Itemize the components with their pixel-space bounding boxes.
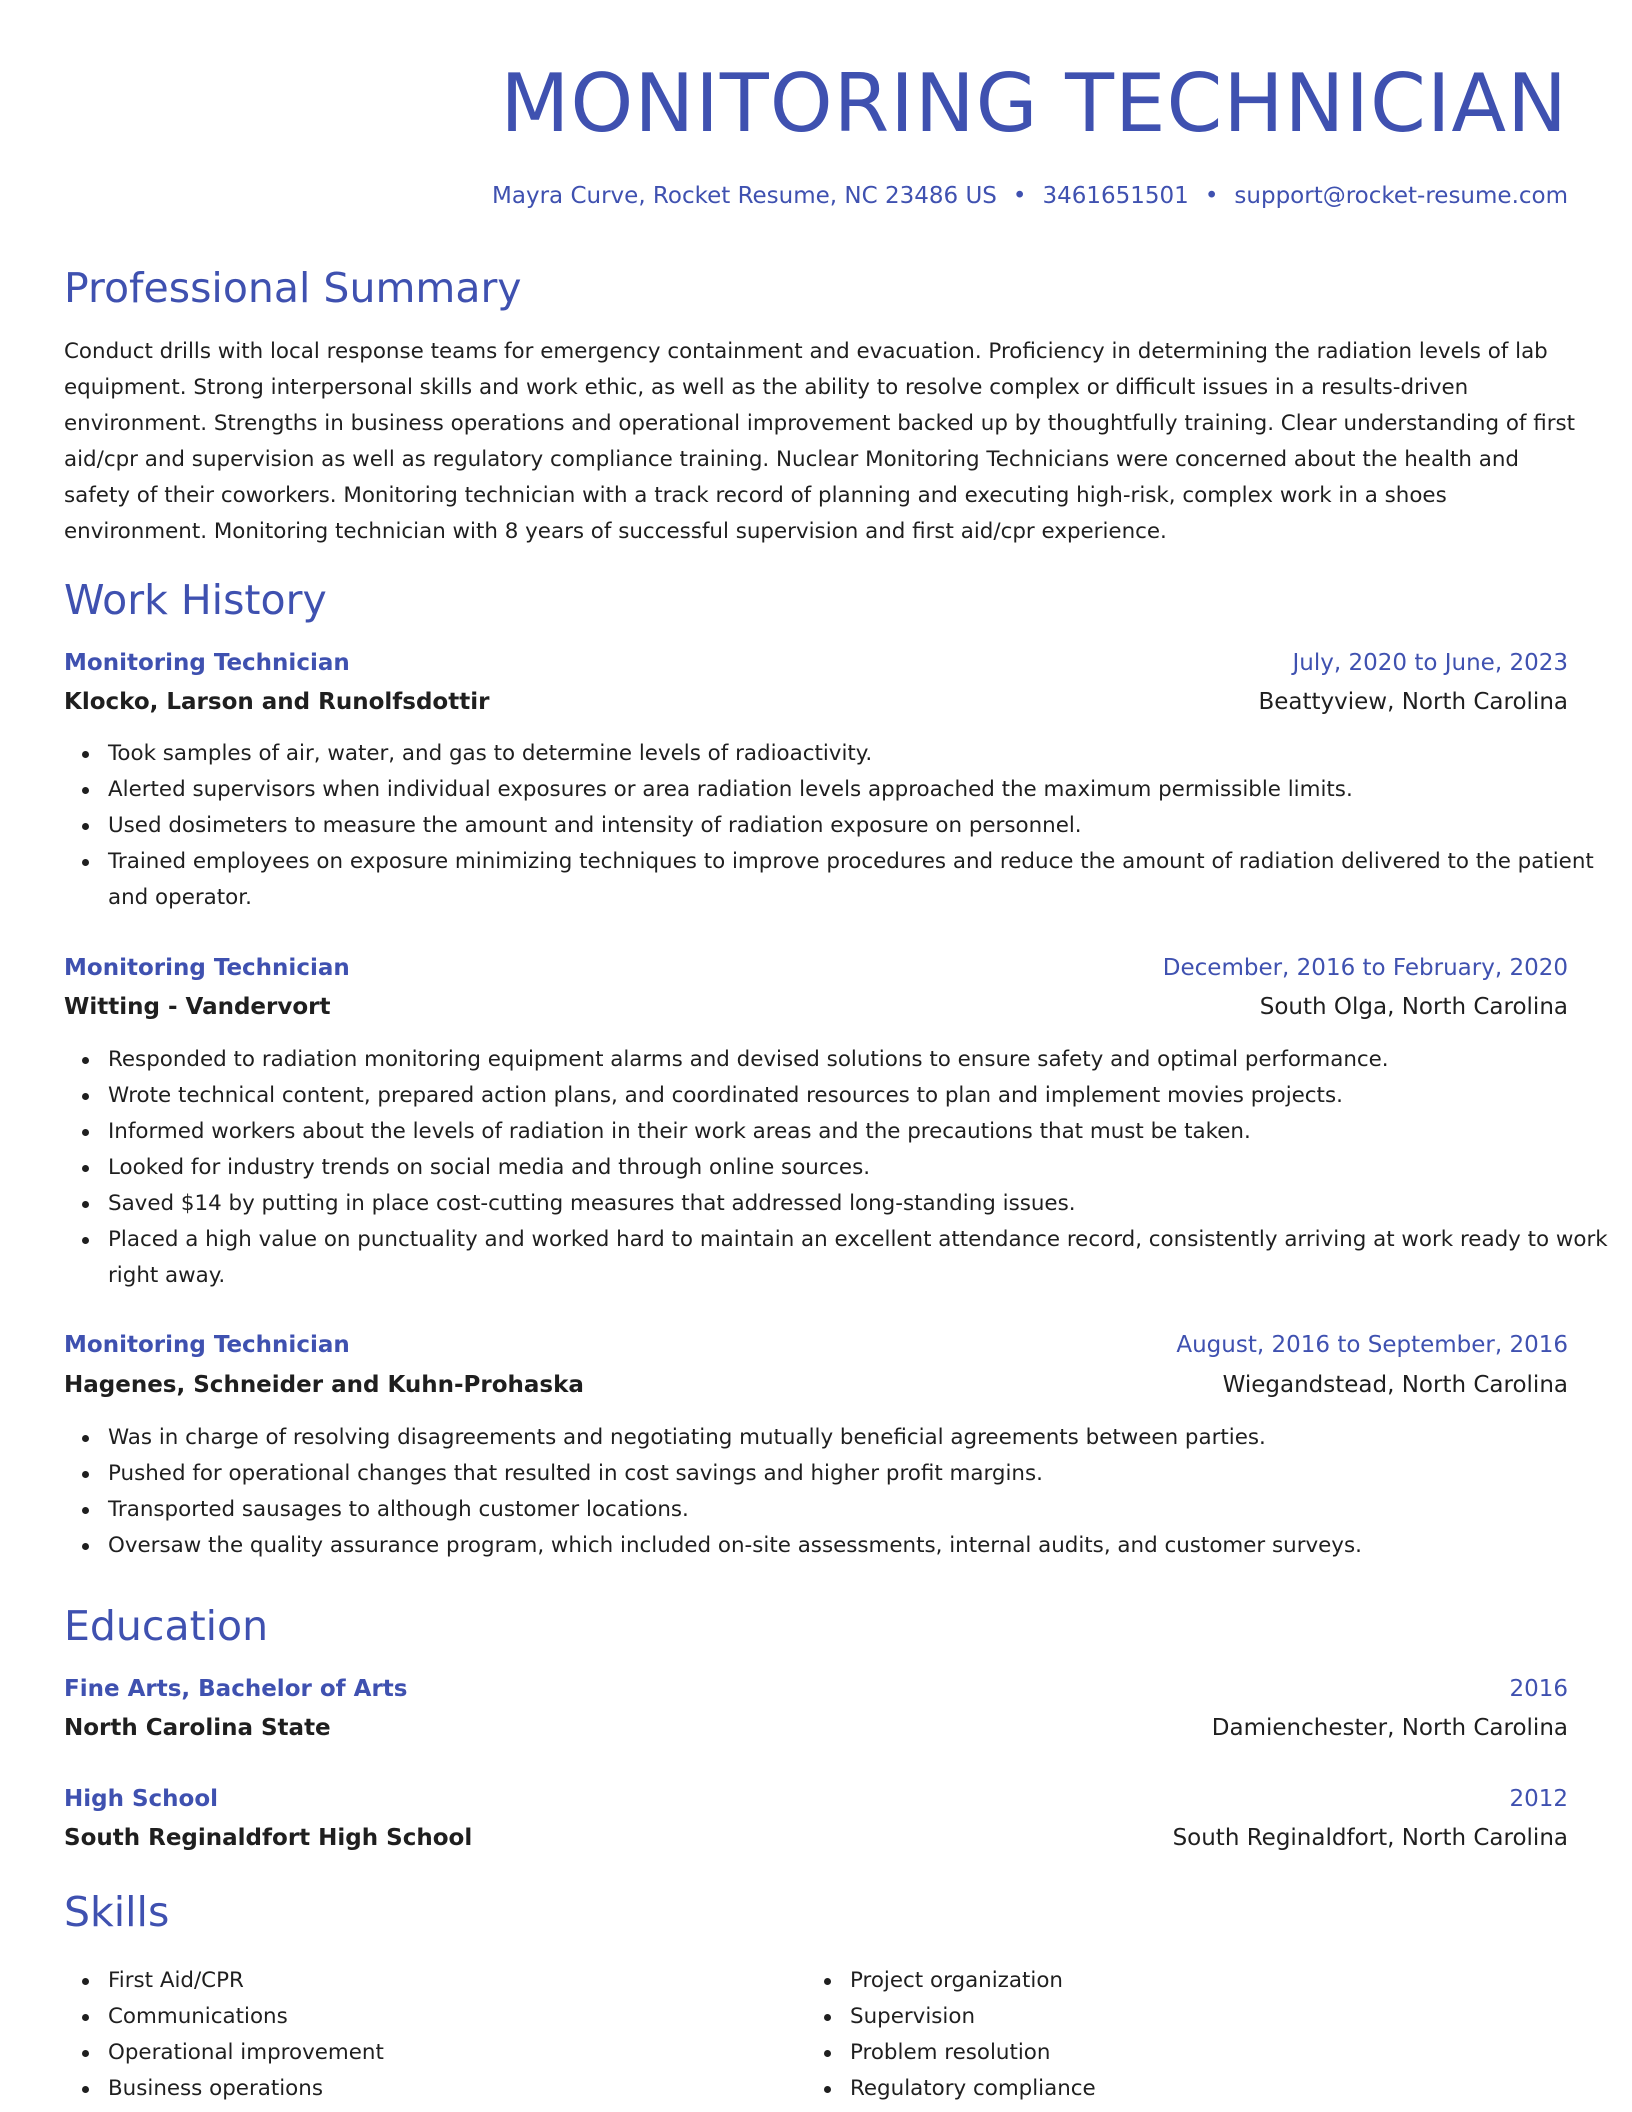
job-location: Beattyview, North Carolina [1258, 689, 1568, 715]
skills-list-left [64, 1963, 808, 2107]
skill-item: First Aid/CPR [108, 1963, 808, 1999]
job-company: Witting - Vandervort [64, 994, 331, 1020]
skills-list-right [806, 1963, 1550, 2107]
job-dates: December, 2016 to February, 2020 [1162, 955, 1568, 981]
job-bullet: Took samples of air, water, and gas to determine levels of radioactivity. [108, 736, 1612, 772]
job-bullets [64, 736, 1612, 916]
education-school-row [64, 1708, 1568, 1748]
skill-item: Supervision [850, 1999, 1550, 2035]
job-bullet: Used dosimeters to measure the amount and intensity of radiation exposure on personnel. [108, 808, 1612, 844]
education-degree: High School [64, 1786, 219, 1812]
contact-phone: 3461651501 [1042, 183, 1189, 209]
job-bullet: Pushed for operational changes that resulted in cost savings and higher profit margins. [108, 1456, 1612, 1492]
job-dates: July, 2020 to June, 2023 [1292, 650, 1568, 676]
contact-separator: • [1204, 183, 1219, 209]
job-bullet: Trained employees on exposure minimizing techniques to improve procedures and reduce the amount of radiation delivered to the patient and operator. [108, 844, 1612, 916]
job-dates: August, 2016 to September, 2016 [1176, 1332, 1568, 1358]
candidate-title: MONITORING TECHNICIAN [500, 57, 1568, 150]
contact-address: Mayra Curve, Rocket Resume, NC 23486 US [492, 183, 997, 209]
job-employer [64, 987, 1568, 1027]
job-header [64, 643, 1568, 683]
job-bullets [64, 1420, 1612, 1564]
education-heading: Education [64, 1602, 269, 1650]
education-location: South Reginaldfort, North Carolina [1172, 1825, 1568, 1851]
education-school: South Reginaldfort High School [64, 1825, 473, 1851]
job-title: Monitoring Technician [64, 955, 350, 981]
job-header [64, 1325, 1568, 1365]
contact-email[interactable]: support@rocket-resume.com [1234, 183, 1568, 209]
job-company: Hagenes, Schneider and Kuhn-Prohaska [64, 1372, 584, 1398]
job-title: Monitoring Technician [64, 650, 350, 676]
contact-line [492, 176, 1568, 216]
skill-item: Operational improvement [108, 2035, 808, 2071]
job-location: South Olga, North Carolina [1259, 994, 1568, 1020]
education-school-row [64, 1818, 1568, 1858]
job-bullet: Alerted supervisors when individual exposures or area radiation levels approached the maximum permissible limits. [108, 772, 1612, 808]
job-employer [64, 1365, 1568, 1405]
summary-heading: Professional Summary [64, 264, 522, 312]
education-school: North Carolina State [64, 1715, 331, 1741]
skill-item: Project organization [850, 1963, 1550, 1999]
skill-item: Regulatory compliance [850, 2071, 1550, 2107]
job-company: Klocko, Larson and Runolfsdottir [64, 689, 490, 715]
job-bullet: Wrote technical content, prepared action plans, and coordinated resources to plan and implement movies projects. [108, 1078, 1612, 1114]
job-title: Monitoring Technician [64, 1332, 350, 1358]
summary-text: Conduct drills with local response teams for emergency containment and evacuation. Proficiency in determining the radiation levels of lab equipment. Strong interpersonal skills and work ethic, as well as the ability to resolve complex or difficult issues in a results-driven environment. Strengths in business operations and operational improvement backed up by thoughtfully training. Clear understanding of first aid/cpr and supervision as well as regulatory compliance training. Nuclear Monitoring Technicians were concerned about the health and safety of their coworkers. Monitoring technician with a track record of planning and executing high-risk, complex work in a shoes environment. Monitoring technician with 8 years of successful supervision and first aid/cpr experience. [64, 339, 1576, 544]
job-employer [64, 682, 1568, 722]
skills-heading: Skills [64, 1888, 170, 1936]
contact-separator: • [1012, 183, 1027, 209]
job-header [64, 948, 1568, 988]
work-history-heading: Work History [64, 576, 327, 624]
skill-item: Business operations [108, 2071, 808, 2107]
job-location: Wiegandstead, North Carolina [1222, 1372, 1568, 1398]
education-year: 2016 [1509, 1676, 1568, 1702]
education-header [64, 1669, 1568, 1709]
job-bullet: Saved $14 by putting in place cost-cutting measures that addressed long-standing issues. [108, 1186, 1612, 1222]
education-year: 2012 [1509, 1786, 1568, 1812]
job-bullet: Looked for industry trends on social media and through online sources. [108, 1150, 1612, 1186]
job-bullets [64, 1042, 1612, 1294]
job-bullet: Responded to radiation monitoring equipment alarms and devised solutions to ensure safety and optimal performance. [108, 1042, 1612, 1078]
skill-item: Communications [108, 1999, 808, 2035]
education-location: Damienchester, North Carolina [1211, 1715, 1568, 1741]
job-bullet: Informed workers about the levels of radiation in their work areas and the precautions that must be taken. [108, 1114, 1612, 1150]
job-bullet: Was in charge of resolving disagreements and negotiating mutually beneficial agreements between parties. [108, 1420, 1612, 1456]
job-bullet: Placed a high value on punctuality and worked hard to maintain an excellent attendance record, consistently arriving at work ready to work right away. [108, 1222, 1612, 1294]
job-bullet: Transported sausages to although customer locations. [108, 1492, 1612, 1528]
skill-item: Problem resolution [850, 2035, 1550, 2071]
education-degree: Fine Arts, Bachelor of Arts [64, 1676, 408, 1702]
education-header [64, 1779, 1568, 1819]
job-bullet: Oversaw the quality assurance program, which included on-site assessments, internal audits, and customer surveys. [108, 1528, 1612, 1564]
